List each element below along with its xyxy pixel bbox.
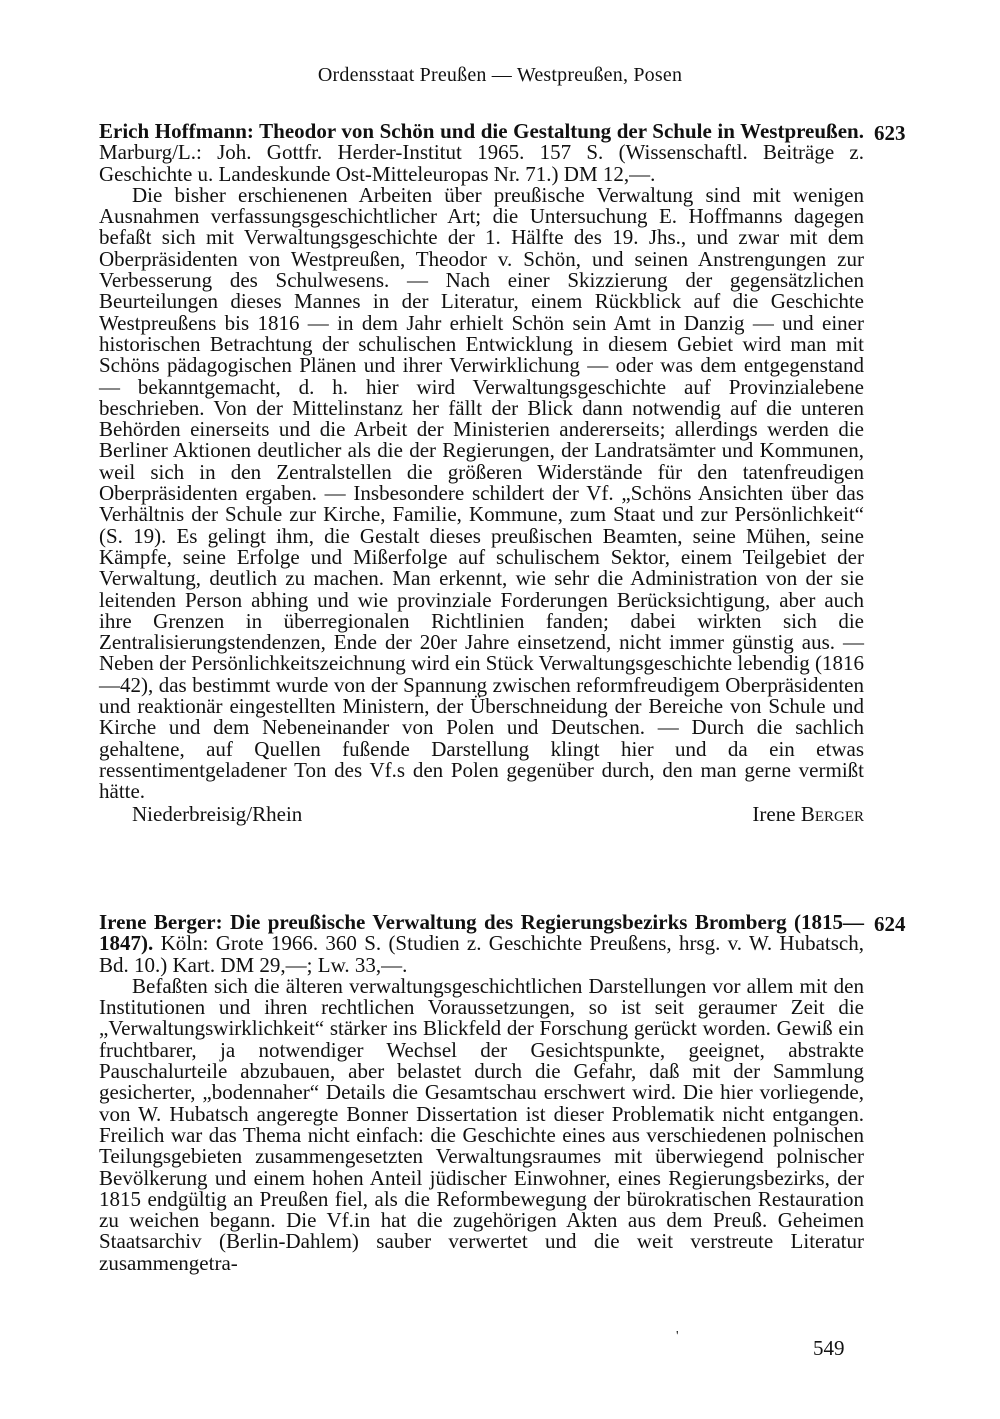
reviewer-first-name: Irene: [752, 801, 796, 826]
entry-number: 623: [874, 121, 906, 145]
citation: [99, 121, 864, 185]
page-number: 549: [813, 1336, 845, 1360]
entry-number: 624: [874, 912, 906, 936]
review-entry-623: [99, 119, 906, 826]
citation: [99, 912, 864, 976]
reviewer-name: [752, 801, 864, 826]
author-title: Erich Hoffmann: Theodor von Schön und die Gestaltung der Schule in Westpreußen.: [99, 119, 864, 143]
author-title: Irene Berger: Die preußische Verwaltung des Regierungsbezirks Bromberg (1815—1847).: [99, 910, 864, 956]
reviewer-surname: Berger: [800, 801, 864, 826]
review-text: Die bisher erschienenen Arbeiten über preußische Verwaltung sind mit wenigen Ausnahmen verfassungsgeschichtlicher Art; die Untersuchung E. Hoffmanns dagegen befaßt sich mit Verwaltungsgeschichte der 1. Hälfte des 19. Jhs., und zwar mit dem Oberpräsidenten von Westpreußen, Theodor v. Schön, und seinen Anstrengungen zur Verbesserung des Schulwesens. — Nach einer Skizzierung der gegensätzlichen Beurteilungen dieses Mannes in der Literatur, einem Rückblick auf die Geschichte Westpreußens bis 1816 — in dem Jahr erhielt Schön sein Amt in Danzig — und einer historischen Betrachtung der schulischen Entwicklung in diesem Gebiet wird man mit Schöns pädagogischen Plänen und ihrer Verwirklichung — oder was dem entgegenstand — bekanntgemacht, d. h. hier wird Verwaltungsgeschichte auf Provinzialebene beschrieben. Von der Mittelinstanz her fällt der Blick dann notwendig auf die unteren Behörden einerseits und die Arbeit der Ministerien andererseits; allerdings werden die Berliner Aktionen deutlicher als die der Regierungen, der Landratsämter und Kommunen, weil sich in den Zentralstellen die größeren Widerstände für den tatenfreudigen Oberpräsidenten ergaben. — Insbesondere schildert der Vf. „Schöns Ansichten über das Verhältnis der Schule zur Kirche, Familie, Kommune, zum Staat und zur Persönlichkeit“ (S. 19). Es gelingt ihm, die Gestalt dieses preußischen Beamten, seine Mühen, seine Kämpfe, seine Erfolge und Mißerfolge auf schulischem Sektor, einem Teilgebiet der Verwaltung, deutlich zu machen. Man erkennt, wie sehr die Administration von der sie leitenden Person abhing und wie provinziale Forderungen Berücksichtigung, aber auch ihre Grenzen in überregionalen Richtlinien fanden; dabei wirkten sich die Zentralisierungstendenzen, Ende der 20er Jahre einsetzend, nicht immer günstig aus. — Neben der Persönlichkeitszeichnung wird ein Stück Verwaltungsgeschichte lebendig (1816—42), das bestimmt wurde von der Spannung zwischen reformfreudigem Oberpräsidenten und reaktionär eingestellten Ministern, der Überschneidung der Bereiche von Schule und Kirche und dem Nebeneinander von Polen und Deutschen. — Durch die sachlich gehaltene, auf Quellen fußende Darstellung klingt hier und da ein etwas ressentimentgeladener Ton des Vf.s den Polen gegenüber durch, den man gerne vermißt hätte.: [99, 182, 864, 804]
stray-mark: ': [676, 1329, 679, 1344]
reviewer-place: Niederbreisig/Rhein: [132, 801, 303, 826]
running-head: Ordensstaat Preußen — Westpreußen, Posen: [317, 64, 683, 86]
publication-details: Köln: Grote 1966. 360 S. (Studien z. Geschichte Preußens, hrsg. v. W. Hubatsch, Bd. 10.) Kart. DM 29,—; Lw. 33,—.: [99, 931, 864, 977]
review-entry-624: [99, 910, 906, 1275]
review-text: Befaßten sich die älteren verwaltungsgeschichtlichen Darstellungen vor allem mit den Institutionen und ihren rechtlichen Voraussetzungen, so ist seit geraumer Zeit die „Verwaltungswirklichkeit“ stärker ins Blickfeld der Forschung gerückt worden. Gewiß ein fruchtbarer, ja notwendiger Wechsel der Gesichtspunkte, geeignet, abstrakte Pauschalurteile abzubauen, aber belastet durch die Gefahr, daß mit der Sammlung gesicherter, „bodennaher“ Details die Gesamtschau erschwert wird. Die hier vorliegende, von W. Hubatsch angeregte Bonner Dissertation ist dieser Problematik nicht entgangen. Freilich war das Thema nicht einfach: die Geschichte eines aus verschiedenen polnischen Teilungsgebieten zusammengesetzten Verwaltungsraumes mit überwiegend polnischer Bevölkerung und einem hohen Anteil jüdischer Einwohner, eines Regierungsbezirks, der 1815 endgültig an Preußen fiel, als die Reformbewegung der bürokratischen Restauration zu weichen begann. Die Vf.in hat die zugehörigen Akten aus dem Preuß. Geheimen Staatsarchiv (Berlin-Dahlem) sauber verwertet und die weit verstreute Literatur zusammengetra-: [99, 973, 864, 1275]
publication-details: Marburg/L.: Joh. Gottfr. Herder-Institut 1965. 157 S. (Wissenschaftl. Beiträge z. Geschichte u. Landeskunde Ost-Mitteleuropas Nr. 71.) DM 12,—.: [99, 140, 864, 186]
review-signature: [99, 801, 864, 826]
